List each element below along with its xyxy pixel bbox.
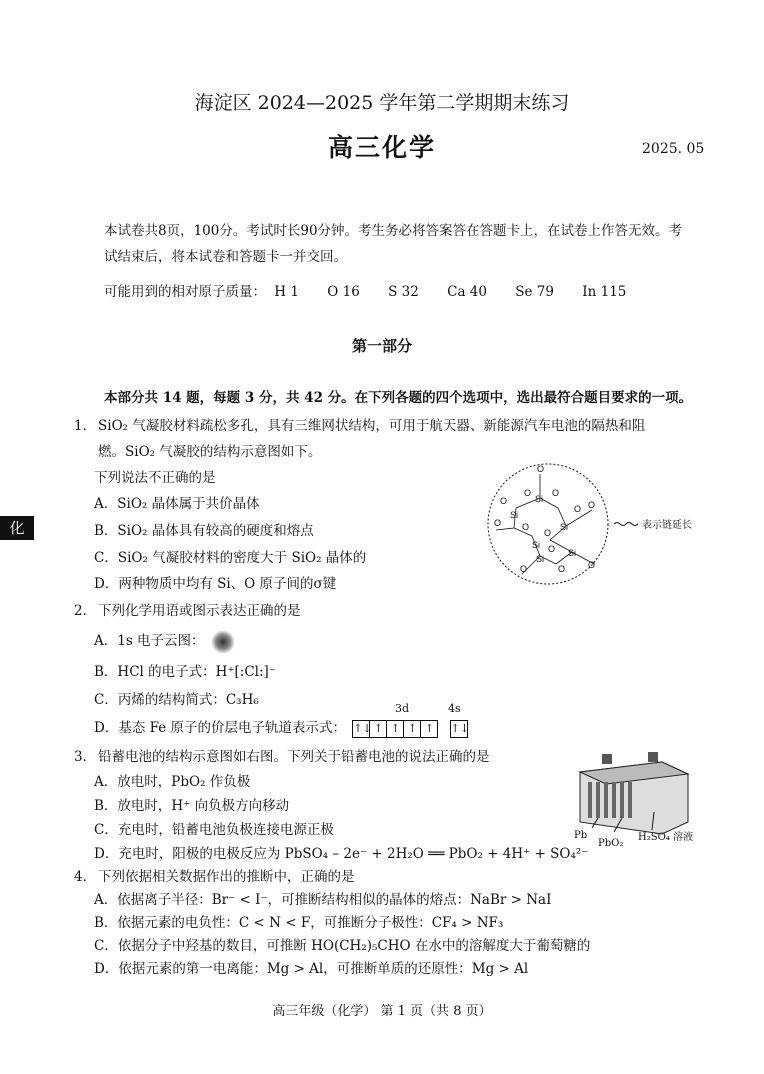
q4-number: 4．	[74, 869, 97, 885]
exam-title: 海淀区 2024—2025 学年第二学期期末练习	[194, 92, 570, 114]
page-footer: 高三年级（化学） 第 1 页（共 8 页）	[272, 1004, 492, 1019]
pb-label: Pb	[574, 830, 588, 841]
exam-date: 2025. 05	[642, 141, 705, 157]
q1-option-c: C．SiO₂ 气凝胶材料的密度大于 SiO₂ 晶体的	[94, 550, 367, 566]
fe-3d-orbitals	[352, 720, 437, 738]
q1-number: 1．	[74, 418, 97, 434]
q1-option-b: B．SiO₂ 晶体具有较高的硬度和熔点	[94, 523, 314, 539]
intro-instructions: 本试卷共8页，100分。考试时长90分钟。考生务必将答案答在答题卡上，在试卷上作答无效。考试结束后，将本试卷和答题卡一并交回。	[104, 223, 683, 265]
q2-stem	[74, 599, 301, 619]
part-title: 第一部分	[351, 337, 412, 355]
q2-option-b: B．HCl 的电子式：H⁺[:Cl:]⁻	[94, 664, 276, 680]
pbo2-label: PbO₂	[598, 838, 624, 848]
q3-option-d: D．充电时，阳极的电极反应为 PbSO₄ – 2e⁻ + 2H₂O ══ PbO₂ + 4H⁺ + SO₄²⁻	[94, 846, 589, 862]
label-4s: 4s	[448, 702, 461, 715]
chain-extension-note: 表示链延长	[642, 520, 692, 531]
lead-acid-battery-figure	[568, 752, 708, 848]
q3-stem	[74, 745, 490, 765]
o-atom-label: O	[520, 564, 528, 574]
atomic-masses	[104, 280, 650, 300]
q3-number: 3．	[74, 749, 97, 765]
q4-stem-text: 下列依据相关数据作出的推断中，正确的是	[98, 869, 355, 885]
o-atom-label: O	[494, 518, 502, 528]
masses-label: 可能用到的相对原子质量：	[104, 284, 266, 300]
q2-number: 2．	[74, 603, 97, 619]
o-atom-label: O	[548, 544, 556, 554]
o-atom-label: O	[588, 560, 596, 570]
o-atom-label: O	[544, 528, 552, 538]
q3-stem-text: 铅蓄电池的结构示意图如右图。下列关于铅蓄电池的说法正确的是	[98, 749, 490, 765]
q4-option-b: B．依据元素的电负性：C < N < F，可推断分子极性：CF₄ > NF₃	[94, 915, 504, 931]
orbital-box: ↑↓	[450, 720, 468, 738]
q1-option-d: D．两种物质中均有 Si、O 原子间的σ键	[94, 576, 337, 592]
si-atom-label: Si	[560, 522, 569, 532]
q4-option-d: D．依据元素的第一电离能：Mg > Al，可推断单质的还原性：Mg > Al	[94, 961, 529, 977]
mass-item: Se 79	[515, 284, 554, 300]
q2-option-d	[94, 716, 470, 738]
q2-option-c: C．丙烯的结构简式：C₃H₆	[94, 692, 259, 708]
si-atom-label: Si	[535, 494, 544, 504]
q3-option-a: A．放电时，PbO₂ 作负极	[94, 774, 251, 790]
si-atom-label: Si	[510, 510, 519, 520]
q2-option-a	[94, 629, 237, 654]
orbital-box: ↑	[420, 720, 438, 738]
orbital-box: ↑↓	[352, 720, 370, 738]
mass-item: Ca 40	[447, 284, 487, 300]
fe-4s-orbital	[450, 720, 470, 738]
orbital-box: ↑	[386, 720, 404, 738]
label-3d: 3d	[395, 702, 410, 715]
mass-item: S 32	[388, 284, 419, 300]
part-note: 本部分共 14 题，每题 3 分，共 42 分。在下列各题的四个选项中，选出最符合题目要求的一项。	[104, 390, 693, 406]
o-atom-label: O	[537, 464, 545, 474]
q1-ask: 下列说法不正确的是	[94, 470, 216, 486]
o-atom-label: O	[558, 564, 566, 574]
q4-option-c: C．依据分子中羟基的数目，可推断 HO(CH₂)₅CHO 在水中的溶解度大于葡萄糖的	[94, 938, 591, 954]
o-atom-label: O	[588, 500, 596, 510]
q1-stem-a: SiO₂ 气凝胶材料疏松多孔，具有三维网状结构，可用于航天器、新能源汽车电池的隔热和阻	[98, 418, 646, 434]
si-atom-label: Si	[568, 548, 577, 558]
mass-item: O 16	[327, 284, 360, 300]
si-atom-label: Si	[532, 540, 541, 550]
q2-option-d-text: D．基态 Fe 原子的价层电子轨道表示式：	[94, 720, 347, 736]
q3-option-c: C．充电时，铅蓄电池负极连接电源正极	[94, 822, 334, 838]
sio2-aerogel-diagram	[480, 460, 720, 590]
mass-item: In 115	[582, 284, 627, 300]
exam-subject: 高三化学	[327, 133, 436, 162]
orbital-box: ↑	[369, 720, 387, 738]
o-atom-label: O	[500, 496, 508, 506]
q2-stem-text: 下列化学用语或图示表达正确的是	[98, 603, 301, 619]
o-atom-label: O	[524, 488, 532, 498]
subject-side-tab: 化	[0, 516, 34, 540]
o-atom-label: O	[574, 504, 582, 514]
q4-option-a: A．依据离子半径：Br⁻ < I⁻，可推断结构相似的晶体的熔点：NaBr > NaI	[94, 892, 552, 908]
q2-option-a-text: A．1s 电子云图：	[94, 633, 205, 649]
orbital-box: ↑	[403, 720, 421, 738]
si-atom-label: Si	[536, 554, 545, 564]
h2so4-label: H₂SO₄ 溶液	[638, 832, 693, 843]
q4-stem	[74, 865, 355, 885]
electron-cloud-icon	[209, 630, 237, 654]
q3-option-b: B．放电时，H⁺ 向负极方向移动	[94, 798, 290, 814]
q1-stem-b: 燃。SiO₂ 气凝胶的结构示意图如下。	[98, 444, 322, 460]
o-atom-label: O	[552, 488, 560, 498]
o-atom-label: O	[522, 522, 530, 532]
mass-item: H 1	[274, 284, 299, 300]
q1-option-a: A．SiO₂ 晶体属于共价晶体	[94, 496, 260, 512]
q1-stem	[74, 414, 645, 434]
